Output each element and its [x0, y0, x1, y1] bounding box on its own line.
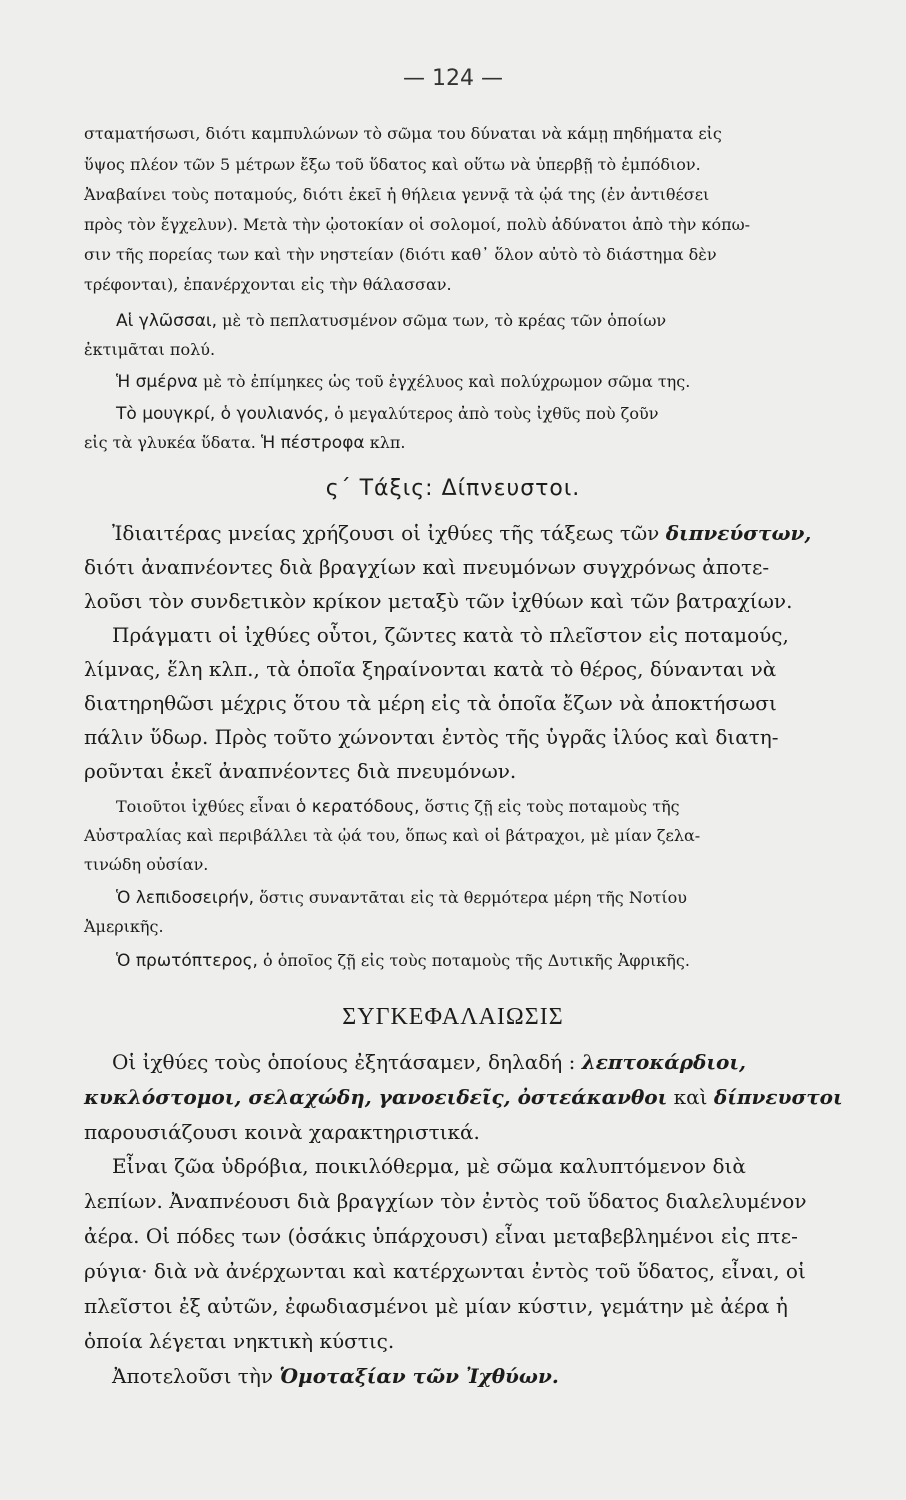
emphasis-term: Ὁμοταξίαν τῶν Ἰχθύων. — [279, 1364, 559, 1388]
text-span: ὁ ὁποῖος ζῇ εἰς τοὺς ποταμοὺς τῆς Δυτικῆς Ἀφρικῆς. — [263, 951, 690, 970]
text-span: Ἰδιαιτέρας μνείας χρήζουσι οἱ ἰχθύες τῆς τάξεως τῶν — [112, 521, 660, 545]
text-span: μὲ τὸ πεπλατυσμένον σῶμα των, τὸ κρέας τῶν ὁποίων — [222, 311, 667, 330]
text-line: ἀέρα. Οἱ πόδες των (ὁσάκις ὑπάρχουσι) εἶναι μεταβεβλημένοι εἰς πτε- — [84, 1224, 798, 1248]
text-line: παρουσιάζουσι κοινὰ χαρακτηριστικά. — [84, 1120, 480, 1144]
fish-name: Ἡ σμέρνα — [116, 372, 198, 392]
text-line: λεπίων. Ἀναπνέουσι διὰ βραγχίων τὸν ἐντὸς τοῦ ὕδατος διαλελυμένον — [84, 1189, 807, 1213]
emphasis-term: κυκλόστομοι, σελαχώδη, γανοειδεῖς, ὀστεάκανθοι — [84, 1085, 668, 1109]
summary-heading: ΣΥΓΚΕΦΑΛΑΙΩΣΙΣ — [342, 1004, 564, 1030]
text-line — [84, 433, 405, 453]
text-span: ὅστις ζῇ εἰς τοὺς ποταμοὺς τῆς — [424, 797, 680, 816]
fish-name: Ὁ πρωτόπτερος, — [116, 951, 258, 971]
text-line: ὕψος πλέον τῶν 5 μέτρων ἔξω τοῦ ὕδατος καὶ οὕτω νὰ ὑπερβῇ τὸ ἐμπόδιον. — [84, 155, 701, 174]
fish-name: Ἡ πέστροφα — [260, 433, 365, 453]
emphasis-term: δίπνευστοι — [713, 1085, 843, 1109]
text-span: Οἱ ἰχθύες τοὺς ὁποίους ἐξητάσαμεν, δηλαδή : — [112, 1050, 576, 1074]
text-line: ἐκτιμᾶται πολύ. — [84, 340, 216, 359]
text-line: τινώδη οὐσίαν. — [84, 855, 209, 874]
text-line: Πράγματι οἱ ἰχθύες οὗτοι, ζῶντες κατὰ τὸ πλεῖστον εἰς ποταμούς, — [112, 623, 789, 647]
text-line: πρὸς τὸν ἔγχελυν). Μετὰ τὴν ᾠοτοκίαν οἱ σολομοί, πολὺ ἀδύνατοι ἀπὸ τὴν κόπω- — [84, 215, 751, 234]
text-line: Εἶναι ζῶα ὑδρόβια, ποικιλόθερμα, μὲ σῶμα καλυπτόμενον διὰ — [112, 1154, 746, 1178]
text-span: ὅστις συναντᾶται εἰς τὰ θερμότερα μέρη τῆς Νοτίου — [259, 888, 687, 907]
text-span: Τοιοῦτοι ἰχθύες εἶναι — [116, 797, 291, 816]
fish-name: Ὁ λεπιδοσειρήν, — [116, 888, 255, 908]
text-line: λοῦσι τὸν συνδετικὸν κρίκον μεταξὺ τῶν ἰχθύων καὶ τῶν βατραχίων. — [84, 589, 793, 613]
page-number: — 124 — — [403, 66, 503, 91]
text-line: ροῦνται ἐκεῖ ἀναπνέοντες διὰ πνευμόνων. — [84, 759, 517, 783]
text-line: πάλιν ὕδωρ. Πρὸς τοῦτο χώνονται ἐντὸς τῆς ὑγρᾶς ἰλύος καὶ διατη- — [84, 725, 779, 749]
text-line: σταματήσωσι, διότι καμπυλώνων τὸ σῶμα του δύναται νὰ κάμῃ πηδήματα εἰς — [84, 124, 722, 143]
text-line — [112, 1364, 559, 1388]
emphasis-term: διπνεύστων, — [665, 521, 812, 545]
section-heading: ς´ Τάξις: Δίπνευστοι. — [325, 476, 581, 501]
text-line: ρύγια· διὰ νὰ ἀνέρχωνται καὶ κατέρχωνται ἐντὸς τοῦ ὕδατος, εἶναι, οἱ — [84, 1259, 806, 1283]
text-line — [116, 404, 658, 424]
text-line — [112, 1050, 746, 1074]
text-line — [116, 372, 690, 392]
text-line — [116, 951, 690, 971]
fish-name: Τὸ μουγκρί, ὁ γουλιανός, — [116, 404, 330, 424]
fish-name: Αἱ γλῶσσαι, — [116, 311, 218, 331]
text-line — [112, 521, 811, 545]
text-line: τρέφονται), ἐπανέρχονται εἰς τὴν θάλασσαν. — [84, 275, 452, 294]
text-span: Ἀποτελοῦσι τὴν — [112, 1364, 273, 1388]
text-line: διότι ἀναπνέοντες διὰ βραγχίων καὶ πνευμόνων συγχρόνως ἀποτε- — [84, 555, 770, 579]
text-line: σιν τῆς πορείας των καὶ τὴν νηστείαν (διότι καθ᾽ ὅλον αὐτὸ τὸ διάστημα δὲν — [84, 245, 717, 264]
text-span: καὶ — [673, 1085, 708, 1109]
text-line — [116, 797, 680, 817]
text-span: κλπ. — [369, 433, 406, 452]
text-line: Ἀμερικῆς. — [84, 917, 164, 936]
emphasis-term: λεπτοκάρδιοι, — [581, 1050, 746, 1074]
text-span: μὲ τὸ ἐπίμηκες ὡς τοῦ ἐγχέλυος καὶ πολύχρωμον σῶμα της. — [202, 372, 691, 391]
text-line: πλεῖστοι ἐξ αὐτῶν, ἐφωδιασμένοι μὲ μίαν κύστιν, γεμάτην μὲ ἀέρα ἡ — [84, 1294, 788, 1318]
text-line: ὁποία λέγεται νηκτικὴ κύστις. — [84, 1329, 395, 1353]
fish-name: ὁ κερατόδους, — [295, 797, 420, 817]
text-line — [84, 1085, 843, 1109]
text-line — [116, 311, 666, 331]
text-line — [116, 888, 687, 908]
text-span: εἰς τὰ γλυκέα ὕδατα. — [84, 433, 256, 452]
text-span: ὁ μεγαλύτερος ἀπὸ τοὺς ἰχθῦς ποὺ ζοῦν — [334, 404, 659, 423]
text-line: διατηρηθῶσι μέχρις ὅτου τὰ μέρη εἰς τὰ ὁποῖα ἔζων νὰ ἀποκτήσωσι — [84, 691, 777, 715]
text-line: Αὐστραλίας καὶ περιβάλλει τὰ ᾠά του, ὅπως καὶ οἱ βάτραχοι, μὲ μίαν ζελα- — [84, 826, 701, 845]
text-line: λίμνας, ἕλη κλπ., τὰ ὁποῖα ξηραίνονται κατὰ τὸ θέρος, δύνανται νὰ — [84, 657, 777, 681]
text-line: Ἀναβαίνει τοὺς ποταμούς, διότι ἐκεῖ ἡ θήλεια γεννᾷ τὰ ᾠά της (ἐν ἀντιθέσει — [84, 185, 710, 204]
